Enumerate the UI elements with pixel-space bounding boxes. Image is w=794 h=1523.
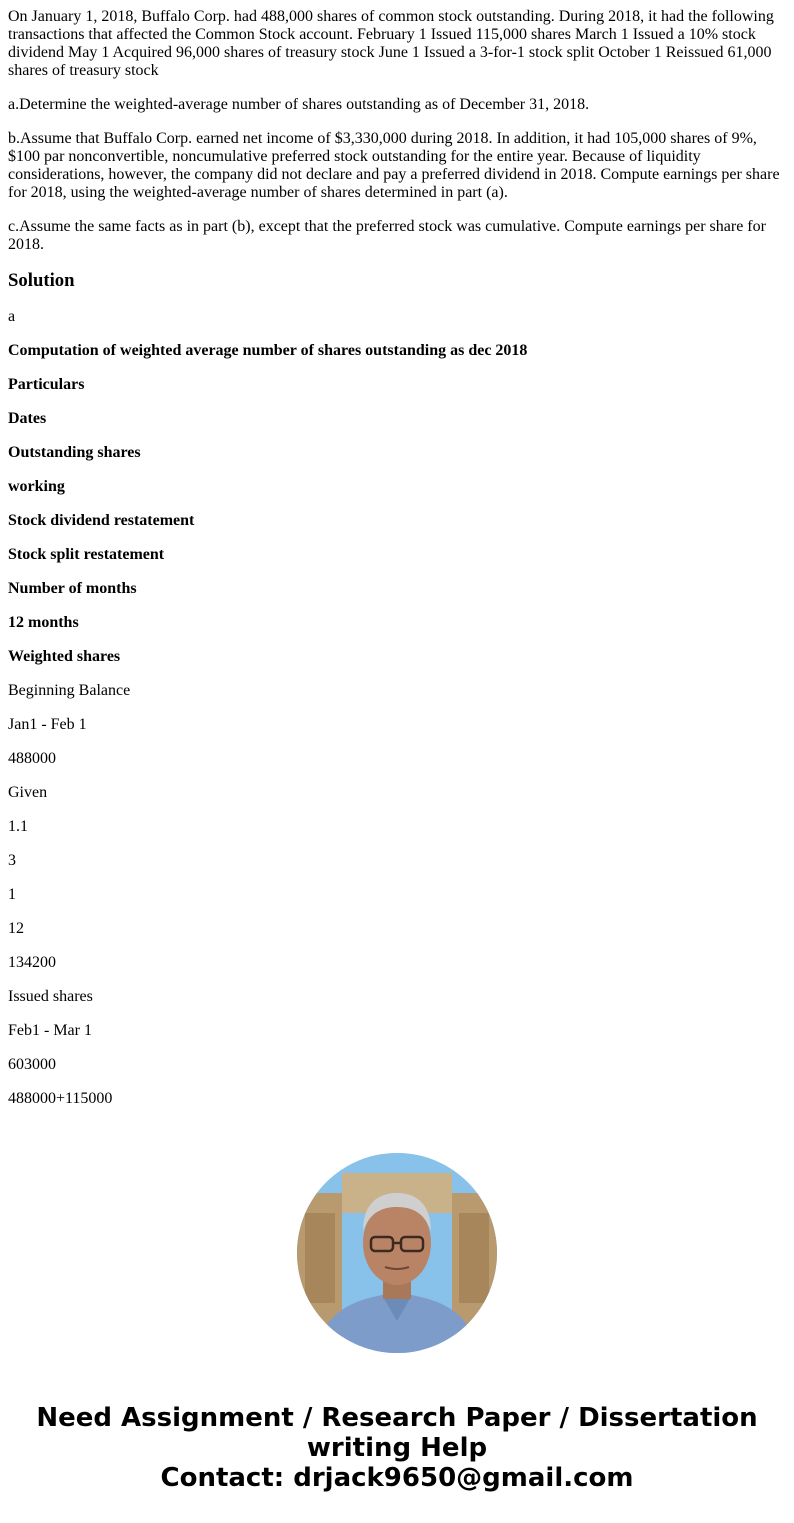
row1-stock-dividend-restatement: 1.1: [8, 818, 28, 835]
question-part-a: a.Determine the weighted-average number of shares outstanding as of December 31, 2018.: [8, 96, 590, 113]
promo-line-1: Need Assignment / Research Paper / Dissertation: [36, 1403, 758, 1433]
row1-working: Given: [8, 784, 48, 801]
row1-weighted-shares: 134200: [8, 954, 56, 971]
promo-contact: Contact: drjack9650@gmail.com: [160, 1463, 634, 1493]
row1-outstanding-shares: 488000: [8, 750, 56, 767]
header-stock-dividend-restatement: Stock dividend restatement: [8, 512, 195, 529]
header-dates: Dates: [8, 410, 47, 427]
question-part-b: b.Assume that Buffalo Corp. earned net income of $3,330,000 during 2018. In addition, it had 105,000 shares of 9%, $100 par nonconvertible, noncumulative preferred stock outstanding for the entire year. Because of liquidity considerations, however, the company did not declare and pay a preferred dividend in 2018. Compute earnings per share for 2018, using the weighted-average number of shares determined in part (a).: [8, 130, 780, 201]
row1-12-months: 12: [8, 920, 24, 937]
row2-particulars: Issued shares: [8, 988, 93, 1005]
row2-dates: Feb1 - Mar 1: [8, 1022, 92, 1039]
page-content: [8, 8, 786, 1124]
row1-particulars: Beginning Balance: [8, 682, 131, 699]
row1-stock-split-restatement: 3: [8, 852, 16, 869]
question-part-c: c.Assume the same facts as in part (b), except that the preferred stock was cumulative. Compute earnings per share for 2018.: [8, 218, 766, 253]
row2-working: 488000+115000: [8, 1090, 113, 1107]
avatar-photo-illustration: [297, 1153, 497, 1353]
header-number-of-months: Number of months: [8, 580, 137, 597]
header-outstanding-shares: Outstanding shares: [8, 444, 141, 461]
solution-part-label: a: [8, 308, 16, 325]
solution-heading: Solution: [8, 270, 75, 291]
row1-number-of-months: 1: [8, 886, 16, 903]
promo-banner: [0, 1403, 794, 1493]
row2-outstanding-shares: 603000: [8, 1056, 56, 1073]
author-avatar: [297, 1153, 497, 1353]
row1-dates: Jan1 - Feb 1: [8, 716, 87, 733]
header-12-months: 12 months: [8, 614, 79, 631]
header-stock-split-restatement: Stock split restatement: [8, 546, 165, 563]
promo-line-2: writing Help: [306, 1433, 488, 1463]
header-weighted-shares: Weighted shares: [8, 648, 121, 665]
header-working: working: [8, 478, 65, 495]
computation-title: Computation of weighted average number of shares outstanding as dec 2018: [8, 342, 528, 359]
header-particulars: Particulars: [8, 376, 85, 393]
question-intro: On January 1, 2018, Buffalo Corp. had 488,000 shares of common stock outstanding. During 2018, it had the following transactions that affected the Common Stock account. February 1 Issued 115,000 shares March 1 Issued a 10% stock dividend May 1 Acquired 96,000 shares of treasury stock June 1 Issued a 3-for-1 stock split October 1 Reissued 61,000 shares of treasury stock: [8, 8, 774, 79]
